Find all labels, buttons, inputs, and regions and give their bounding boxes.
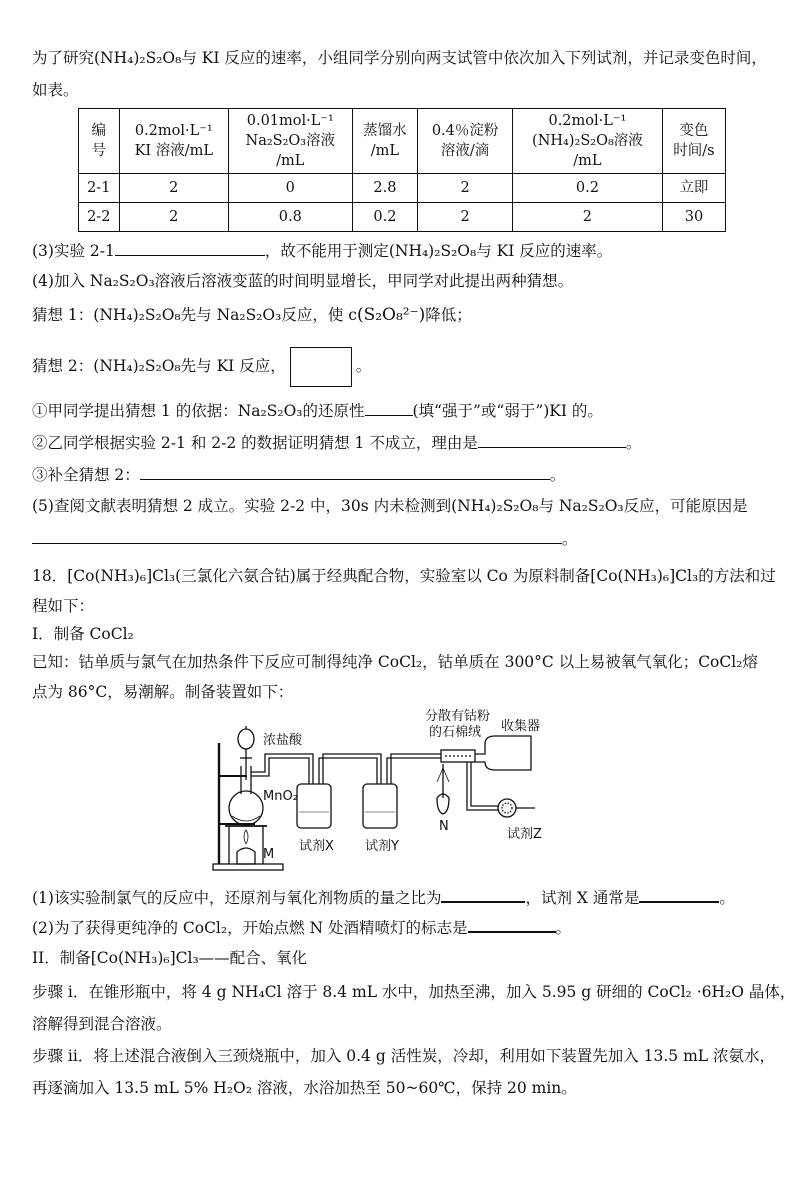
sub-question-1: ①甲同学提出猜想 1 的依据：Na₂S₂O₃的还原性 (填“强于”或“弱于”)KI 的。: [32, 398, 770, 423]
step-2-line-1: 步骤 ii．将上述混合液倒入三颈烧瓶中，加入 0.4 g 活性炭，冷却，利用如下装置先加入 13.5 mL 浓氨水，: [32, 1047, 775, 1065]
question-5: (5)查阅文献表明猜想 2 成立。实验 2-2 中，30s 内未检测到(NH₄)₂S₂O₈与 Na₂S₂O₃反应，可能原因是: [32, 497, 748, 515]
header-cell: 0.01mol·L⁻¹ Na₂S₂O₃溶液 /mL: [229, 109, 353, 174]
table-header-row: [79, 109, 726, 174]
table-cell: 30: [662, 203, 725, 232]
label-collector: 收集器: [501, 719, 541, 734]
question-4: (4)加入 Na₂S₂O₃溶液后溶液变蓝的时间明显增长，甲同学对此提出两种猜想。: [32, 272, 574, 290]
part-1-title: I．制备 CoCl₂: [32, 625, 134, 643]
collector: [475, 736, 531, 770]
table-cell: 2: [418, 174, 513, 203]
table-cell: 0: [229, 174, 353, 203]
question-18-line-2: 程如下：: [32, 597, 95, 615]
question-p2: (2)为了获得更纯净的 CoCl₂，开始点燃 N 处酒精喷灯的标志是 。: [32, 914, 770, 940]
known-line-1: 已知：钴单质与氯气在加热条件下反应可制得纯净 CoCl₂，钴单质在 300°C 以上易被氧气氧化；CoCl₂熔: [32, 653, 758, 671]
answer-blank[interactable]: [468, 914, 556, 933]
question-5-answer-line: 。: [32, 526, 770, 551]
table-cell: 2-2: [79, 203, 120, 232]
flask: [229, 791, 263, 825]
question-p1: (1)该实验制氯气的反应中，还原剂与氧化剂物质的量之比为 ，试剂 X 通常是 。: [32, 884, 770, 910]
intro-line-1: 为了研究(NH₄)₂S₂O₈与 KI 反应的速率，小组同学分别向两支试管中依次加入下列试剂，并记录变色时间，: [32, 49, 767, 67]
apparatus-diagram: [205, 708, 565, 878]
header-cell: 0.4％淀粉 溶液/滴: [418, 109, 513, 174]
table-row: [79, 174, 726, 203]
table-cell: 0.8: [229, 203, 353, 232]
label-m: M: [263, 847, 275, 862]
question-18-line-1: 18．[Co(NH₃)₆]Cl₃(三氯化六氨合钴)属于经典配合物，实验室以 Co 为原料制备[Co(NH₃)₆]Cl₃的方法和过: [32, 567, 776, 585]
table-row: [79, 203, 726, 232]
guess-2: 猜想 2：(NH₄)₂S₂O₈先与 KI 反应， 。: [32, 344, 770, 388]
table-cell: 2: [512, 203, 662, 232]
step-1-line-1: 步骤 i．在锥形瓶中，将 4 g NH₄Cl 溶于 8.4 mL 水中，加热至沸，加入 5.95 g 研细的 CoCl₂ ·6H₂O 晶体，: [32, 983, 796, 1001]
label-cobalt-asbestos-1: 分散有钴粉: [425, 709, 491, 724]
label-reagent-x: 试剂X: [299, 839, 334, 854]
label-n: N: [439, 819, 449, 834]
table-cell: 立即: [662, 174, 725, 203]
label-cobalt-asbestos-2: 的石棉绒: [429, 725, 482, 740]
answer-blank[interactable]: [478, 430, 626, 448]
table-cell: 2: [119, 174, 229, 203]
question-3: (3)实验 2-1 ，故不能用于测定(NH₄)₂S₂O₈与 KI 反应的速率。: [32, 238, 770, 263]
answer-blank[interactable]: [32, 526, 562, 544]
header-cell: 0.2mol·L⁻¹ KI 溶液/mL: [119, 109, 229, 174]
answer-blank[interactable]: [639, 884, 719, 903]
header-cell: 变色 时间/s: [662, 109, 725, 174]
header-cell: 0.2mol·L⁻¹ (NH₄)₂S₂O₈溶液 /mL: [512, 109, 662, 174]
sub-question-2: ②乙同学根据实验 2-1 和 2-2 的数据证明猜想 1 不成立，理由是 。: [32, 430, 770, 455]
label-mno2: MnO₂: [263, 789, 298, 804]
label-reagent-y: 试剂Y: [365, 839, 399, 854]
header-cell: 蒸馏水 /mL: [352, 109, 418, 174]
label-hcl: 浓盐酸: [263, 733, 303, 748]
step-2-line-2: 再逐滴加入 13.5 mL 5% H₂O₂ 溶液，水浴加热至 50~60℃，保持 20 min。: [32, 1079, 577, 1097]
table-cell: 2-1: [79, 174, 120, 203]
bottle-x: [297, 784, 331, 828]
table-cell: 2.8: [352, 174, 418, 203]
table-cell: 2: [119, 203, 229, 232]
intro-line-2: 如表。: [32, 81, 79, 99]
part-2-title: II．制备[Co(NH₃)₆]Cl₃——配合、氧化: [32, 949, 308, 967]
known-line-2: 点为 86°C，易潮解。制备装置如下：: [32, 683, 294, 701]
label-reagent-z: 试剂Z: [507, 827, 542, 842]
table-cell: 0.2: [512, 174, 662, 203]
bottle-y: [363, 784, 397, 828]
alcohol-lamp-m: [237, 848, 255, 864]
sub-question-3: ③补全猜想 2： 。: [32, 462, 770, 487]
ion-formula: (S₂O₈²⁻): [356, 305, 426, 325]
answer-blank[interactable]: [441, 884, 525, 903]
header-cell: 编 号: [79, 109, 120, 174]
answer-blank[interactable]: [365, 398, 413, 416]
table-cell: 0.2: [352, 203, 418, 232]
answer-blank[interactable]: [140, 462, 550, 480]
drying-tube-z: [498, 799, 516, 817]
guess-1: 猜想 1：(NH₄)₂S₂O₈先与 Na₂S₂O₃反应，使 c(S₂O₈²⁻)降低；: [32, 305, 472, 325]
table-cell: 2: [418, 203, 513, 232]
step-1-line-2: 溶解得到混合溶液。: [32, 1015, 172, 1033]
answer-blank[interactable]: [115, 238, 265, 256]
experiment-table: [78, 108, 726, 232]
answer-box[interactable]: [290, 347, 352, 387]
stand-base: [213, 864, 283, 870]
separatory-funnel: [238, 729, 254, 749]
